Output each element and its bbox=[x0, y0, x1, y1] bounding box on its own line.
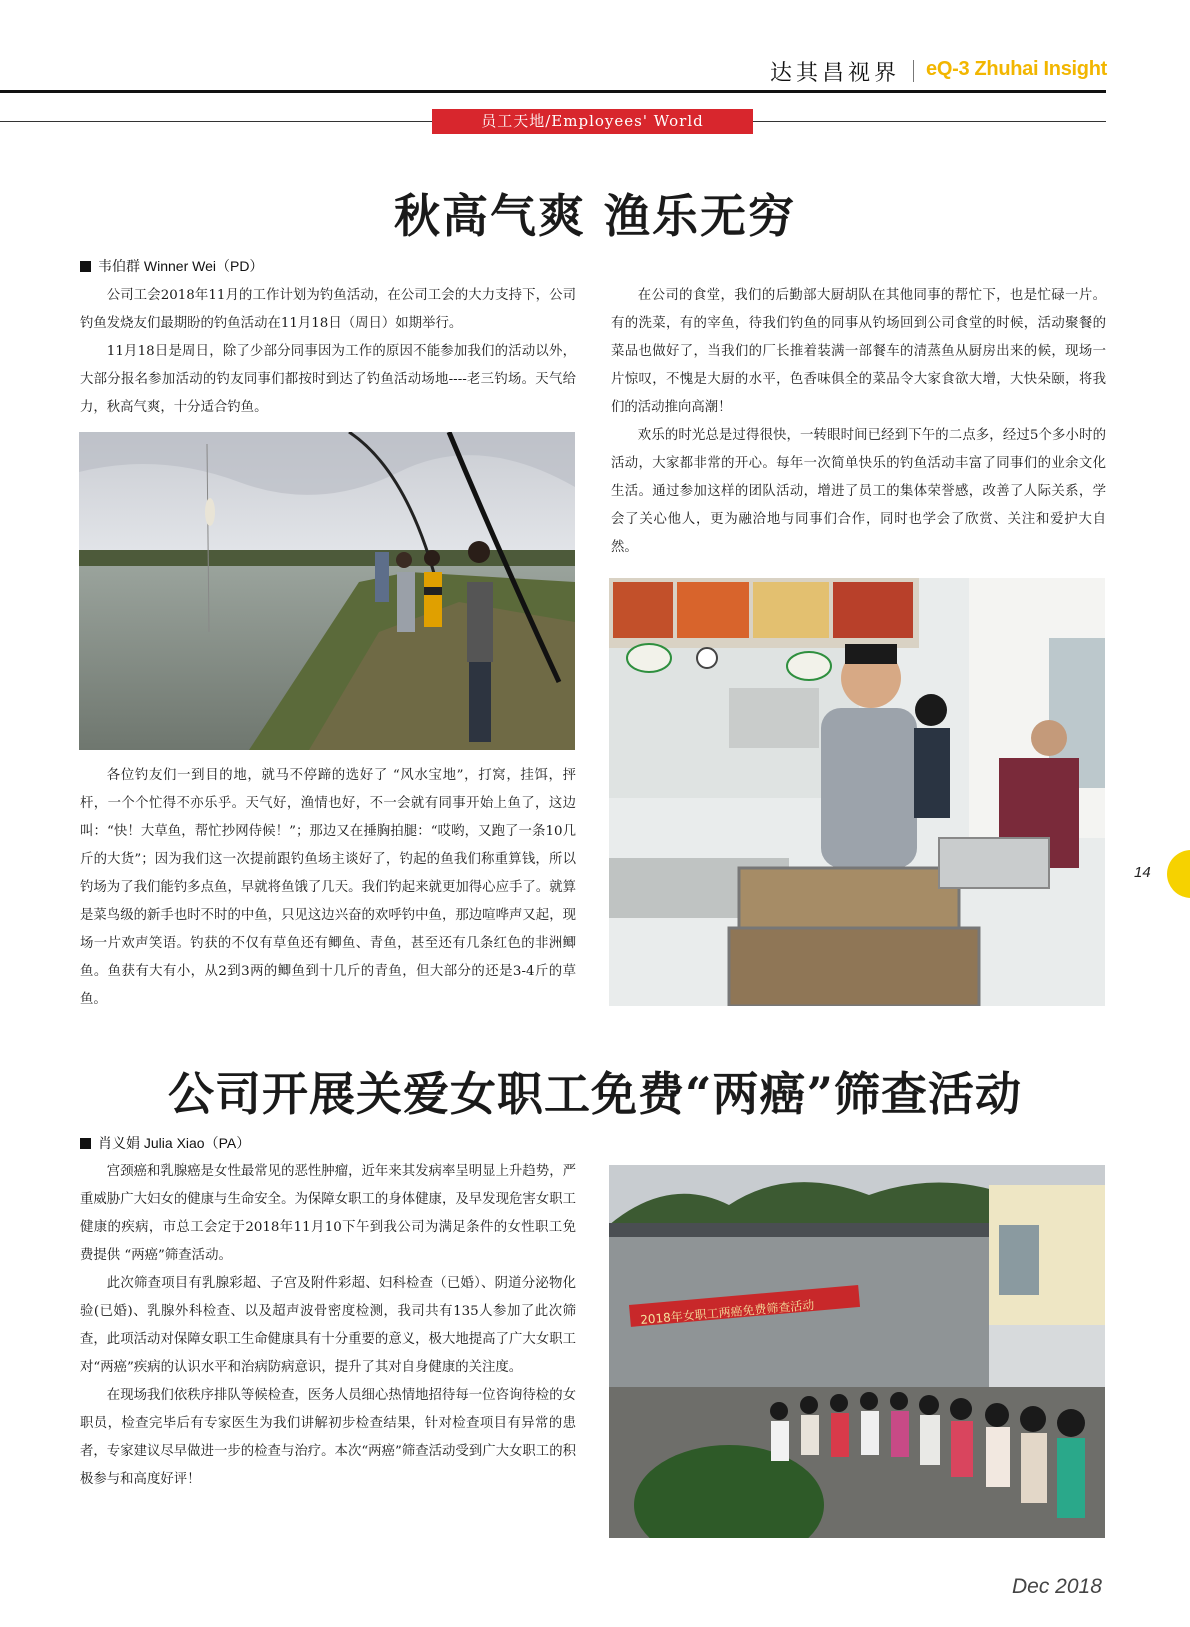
article1-text-left-bottom bbox=[80, 762, 576, 1014]
paragraph: 11月18日是周日，除了少部分同事因为工作的原因不能参加我们的活动以外，大部分报名参加活动的钓友同事们都按时到达了钓鱼活动场地----老三钓场。天气给力，秋高气爽，十分适合钓鱼。 bbox=[80, 344, 576, 415]
header-divider bbox=[913, 60, 914, 82]
page-number: 14 bbox=[1134, 864, 1151, 881]
article1-title: 秋高气爽 渔乐无穷 bbox=[393, 189, 796, 243]
article2-text bbox=[80, 1158, 576, 1494]
paragraph: 宫颈癌和乳腺癌是女性最常见的恶性肿瘤，近年来其发病率呈明显上升趋势，严重威胁广大妇女的健康与生命安全。为保障女职工的身体健康，及早发现危害女职工健康的疾病，市总工会定于2018年11月10下午到我公司为满足条件的女性职工免费提供 “两癌”筛查活动。 bbox=[80, 1164, 576, 1263]
screening-photo bbox=[609, 1165, 1105, 1538]
byline-square-icon bbox=[80, 261, 91, 272]
magazine-title-en: eQ-3 Zhuhai Insight bbox=[926, 58, 1107, 80]
header-rule bbox=[0, 90, 1106, 93]
canteen-photo bbox=[609, 578, 1105, 1006]
paragraph: 欢乐的时光总是过得很快，一转眼时间已经到下午的二点多，经过5个多小时的活动，大家都非常的开心。每年一次简单快乐的钓鱼活动丰富了同事们的业余文化生活。通过参加这样的团队活动，增进了员工的集体荣誉感，改善了人际关系，学会了关心他人，更为融洽地与同事们合作，同时也学会了欣赏、关注和爱护大自然。 bbox=[611, 428, 1106, 555]
section-label: 员工天地/Employees' World bbox=[432, 109, 753, 134]
paragraph: 在现场我们依秩序排队等候检查，医务人员细心热情地招待每一位咨询待检的女职员，检查完毕后有专家医生为我们讲解初步检查结果，针对检查项目有异常的患者，专家建议尽早做进一步的检查与治疗。本次“两癌”筛查活动受到广大女职工的积极参与和高度好评！ bbox=[80, 1388, 576, 1487]
page-number-marker bbox=[1167, 850, 1190, 898]
article1-text-left-top bbox=[80, 282, 576, 422]
article2-title: 公司开展关爱女职工免费“两癌”筛查活动 bbox=[168, 1067, 1022, 1121]
paragraph: 公司工会2018年11月的工作计划为钓鱼活动，在公司工会的大力支持下，公司钓鱼发烧友们最期盼的钓鱼活动在11月18日（周日）如期举行。 bbox=[80, 288, 576, 331]
paragraph: 此次筛查项目有乳腺彩超、子宫及附件彩超、妇科检查（已婚）、阴道分泌物化验(已婚)、乳腺外科检查、以及超声波骨密度检测，我司共有135人参加了此次筛查，此项活动对保障女职工生命健康具有十分重要的意义，极大地提高了广大女职工对“两癌”疾病的认识水平和治病防病意识，提升了其对自身健康的关注度。 bbox=[80, 1276, 576, 1375]
banner-text: 2018年女职工两癌免费筛查活动 bbox=[639, 1297, 815, 1328]
article1-text-right bbox=[611, 282, 1106, 562]
paragraph: 各位钓友们一到目的地，就马不停蹄的选好了 “风水宝地”，打窝，挂饵，抨杆，一个个忙得不亦乐乎。天气好，渔情也好，不一会就有同事开始上鱼了，这边叫：“快！大草鱼，帮忙抄网侍候！”；那边又在捶胸拍腿：“哎哟，又跑了一条10几斤的大货”；因为我们这一次提前跟钓鱼场主谈好了，钓起的鱼我们称重算钱，所以钓场为了我们能钓多点鱼，早就将鱼饿了几天。我们钓起来就更加得心应手了。就算是菜鸟级的新手也时不时的中鱼，只见这边兴奋的欢呼钓中鱼，那边喧哗声又起，现场一片欢声笑语。钓获的不仅有草鱼还有鲫鱼、青鱼，甚至还有几条红色的非洲鲫鱼。鱼获有大有小，从2到3两的鲫鱼到十几斤的青鱼，但大部分的还是3-4斤的草鱼。 bbox=[80, 768, 576, 1007]
paragraph: 在公司的食堂，我们的后勤部大厨胡队在其他同事的帮忙下，也是忙碌一片。有的洗菜，有的宰鱼，待我们钓鱼的同事从钓场回到公司食堂的时候，活动聚餐的菜品也做好了，当我们的厂长推着装满一部餐车的清蒸鱼从厨房出来的候，现场一片惊叹，不愧是大厨的水平，色香味俱全的菜品令大家食欲大增，大快朵颐，将我们的活动推向高潮！ bbox=[611, 288, 1106, 415]
byline-square-icon bbox=[80, 1138, 91, 1149]
magazine-title-cn: 达其昌视界 bbox=[770, 61, 901, 86]
article1-byline: 韦伯群 Winner Wei（PD） bbox=[80, 256, 263, 276]
fishing-photo bbox=[79, 432, 575, 750]
issue-date: Dec 2018 bbox=[1012, 1575, 1102, 1598]
article2-byline: 肖义娟 Julia Xiao（PA） bbox=[80, 1133, 250, 1153]
